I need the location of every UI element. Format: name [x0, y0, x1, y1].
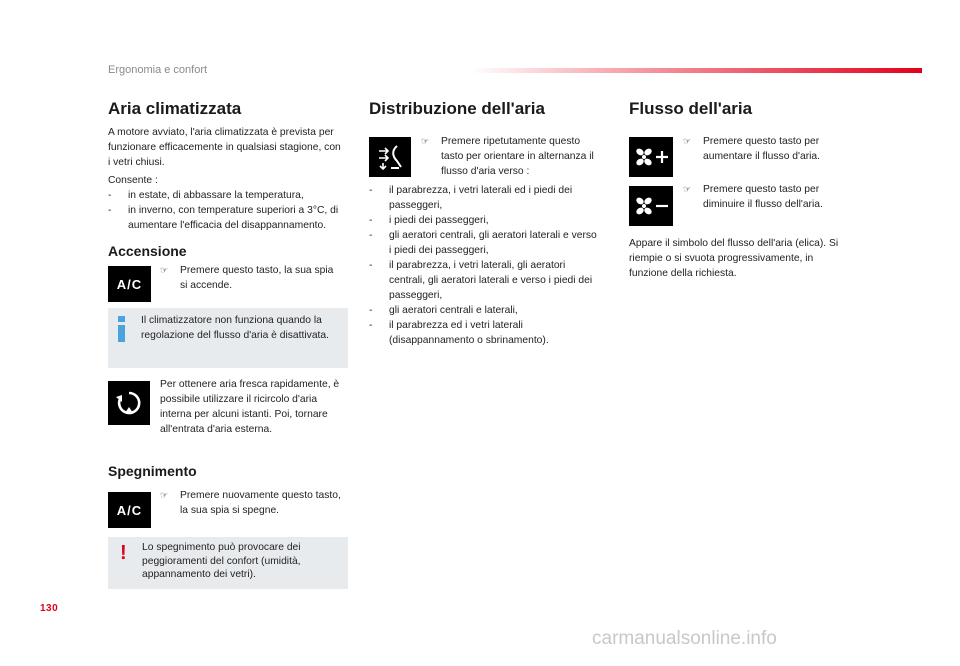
warning-note-text: Lo spegnimento può provocare dei peggioramenti del confort (umidità, appannamento dei vetri).	[142, 542, 301, 580]
pointer-icon: ☞	[683, 136, 692, 146]
flusso-title: Flusso dell'aria	[629, 99, 753, 118]
spegnimento-instruction: ☞ Premere nuovamente questo tasto, la sua spia si spegne.	[160, 490, 341, 516]
flusso-decrease-instruction: ☞ Premere questo tasto per diminuire il flusso dell'aria.	[683, 184, 823, 210]
info-note-text: Il climatizzatore non funziona quando la regolazione del flusso d'aria è disattivata.	[141, 315, 329, 341]
warning-icon: !	[120, 542, 127, 564]
info-note-box	[108, 308, 348, 368]
list-item: - i piedi dei passeggeri,	[369, 215, 489, 226]
consente-block	[108, 173, 348, 233]
recirculation-icon	[108, 381, 150, 425]
list-item: - il parabrezza, i vetri laterali, gli aeratori centrali, gli aeratori laterali e verso i piedi dei passeggeri,	[369, 260, 593, 301]
pointer-icon: ☞	[683, 184, 692, 194]
ac-button-icon: A/C	[108, 266, 151, 302]
air-distribution-icon	[369, 137, 411, 177]
section-label: Ergonomia e confort	[108, 64, 208, 76]
info-icon	[118, 316, 126, 344]
list-item: - gli aeratori centrali, gli aeratori laterali e verso i piedi dei passeggeri,	[369, 230, 597, 256]
intro-paragraph: A motore avviato, l'aria climatizzata è prevista per funzionare efficacemente in qualsiasi stagione, con i vetri chiusi.	[108, 127, 341, 168]
accensione-instruction: ☞ Premere questo tasto, la sua spia si accende.	[160, 265, 334, 291]
consente-list	[108, 188, 348, 233]
accensione-title: Accensione	[108, 243, 187, 259]
list-item: - il parabrezza, i vetri laterali ed i piedi dei passeggeri,	[369, 185, 573, 211]
pointer-icon: ☞	[160, 265, 169, 275]
ac-button-icon: A/C	[108, 492, 151, 528]
header-accent-bar	[470, 68, 922, 73]
pointer-icon: ☞	[160, 490, 169, 500]
pointer-icon: ☞	[421, 136, 430, 146]
distribuzione-instruction: ☞ Premere ripetutamente questo tasto per orientare in alternanza il flusso d'aria verso :	[421, 136, 594, 177]
fan-minus-icon	[629, 186, 673, 226]
page-number: 130	[40, 603, 59, 614]
fan-plus-icon	[629, 137, 673, 177]
consente-label: Consente :	[108, 175, 158, 186]
spegnimento-title: Spegnimento	[108, 463, 197, 479]
distribuzione-list	[369, 183, 599, 348]
watermark: carmanualsonline.info	[592, 628, 777, 649]
warning-note-box	[108, 537, 348, 589]
recirculation-text: Per ottenere aria fresca rapidamente, è possibile utilizzare il ricircolo d'aria interna per alcuni istanti. Poi, tornare all'entrata d'aria esterna.	[160, 379, 340, 435]
list-item: - il parabrezza ed i vetri laterali (disappannamento o sbrinamento).	[369, 320, 549, 346]
flusso-increase-instruction: ☞ Premere questo tasto per aumentare il flusso d'aria.	[683, 136, 821, 162]
aria-climatizzata-title: Aria climatizzata	[108, 99, 242, 118]
list-item: - in inverno, con temperature superiori a 3°C, di aumentare l'efficacia del disappannamento.	[108, 205, 339, 231]
list-item: - in estate, di abbassare la temperatura,	[108, 190, 304, 201]
distribuzione-title: Distribuzione dell'aria	[369, 99, 545, 118]
flusso-note: Appare il simbolo del flusso dell'aria (elica). Si riempie o si svuota progressivamente, in funzione della richiesta.	[629, 238, 839, 279]
list-item: - gli aeratori centrali e laterali,	[369, 305, 518, 316]
